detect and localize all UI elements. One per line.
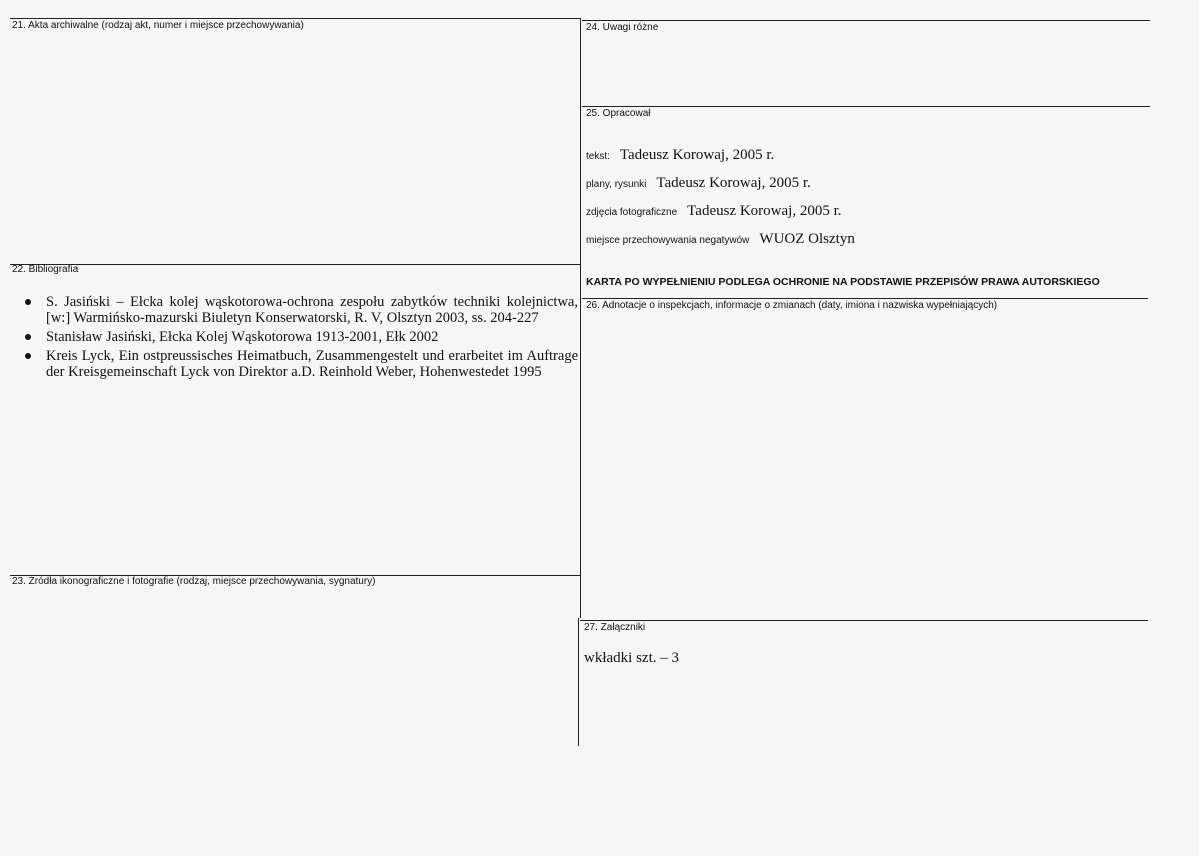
rule-25 <box>582 106 1150 107</box>
list-item <box>22 294 578 326</box>
bibliography-entry: Stanisław Jasiński, Ełcka Kolej Wąskotorowa 1913-2001, Ełk 2002 <box>46 329 439 345</box>
negatives-location-value: WUOZ Olsztyn <box>759 231 855 247</box>
rule-26 <box>582 298 1148 299</box>
author-plans-row <box>586 174 811 192</box>
author-photos-value: Tadeusz Korowaj, 2005 r. <box>687 203 842 219</box>
section-27-label: 27. Załączniki <box>584 622 646 633</box>
column-divider <box>580 18 581 618</box>
column-divider-lower <box>578 618 579 746</box>
section-26-label: 26. Adnotacje o inspekcjach, informacje o zmianach (daty, imiona i nazwiska wypełniających) <box>586 300 998 311</box>
bibliography-list <box>22 294 578 383</box>
list-item <box>22 329 578 345</box>
author-plans-value: Tadeusz Korowaj, 2005 r. <box>656 175 811 191</box>
top-rule-left <box>10 18 580 19</box>
top-rule-right <box>582 20 1150 21</box>
author-text-row <box>586 146 774 164</box>
author-photos-label: zdjęcia fotograficzne <box>586 207 678 218</box>
author-text-value: Tadeusz Korowaj, 2005 r. <box>619 147 775 163</box>
author-text-label: tekst: <box>586 151 610 162</box>
attachments-value: wkładki szt. – 3 <box>584 650 679 666</box>
author-plans-label: plany, rysunki <box>586 179 647 190</box>
bibliography-entry: S. Jasiński – Ełcka kolej wąskotorowa-ochrona zespołu zabytków techniki kolejnictwa, [w:] Warmińsko-mazurski Biuletyn Konserwatorski, R. V, Olsztyn 2003, ss. 204-227 <box>46 294 578 326</box>
section-22-label: 22. Bibliografia <box>12 264 79 275</box>
bullet-icon <box>25 334 31 340</box>
section-25-label: 25. Opracował <box>586 108 651 119</box>
copyright-notice: KARTA PO WYPEŁNIENIU PODLEGA OCHRONIE NA PODSTAWIE PRZEPISÓW PRAWA AUTORSKIEGO <box>586 276 1100 288</box>
section-24-label: 24. Uwagi różne <box>586 22 659 33</box>
section-21-label: 21. Akta archiwalne (rodzaj akt, numer i miejsce przechowywania) <box>12 20 304 31</box>
list-item <box>22 348 578 380</box>
rule-27 <box>580 620 1148 621</box>
section-23-label: 23. Źródła ikonograficzne i fotografie (rodzaj, miejsce przechowywania, sygnatury) <box>12 576 376 587</box>
bibliography-entry: Kreis Lyck, Ein ostpreussisches Heimatbuch, Zusammengestelt und erarbeitet im Auftrage der Kreisgemeinschaft Lyck von Direktor a.D. Reinhold Weber, Hohenwestedet 1995 <box>46 348 578 380</box>
negatives-location-row <box>586 230 855 248</box>
negatives-location-label: miejsce przechowywania negatywów <box>586 235 750 246</box>
rule-22 <box>10 264 580 265</box>
bullet-icon <box>25 299 31 305</box>
author-photos-row <box>586 202 842 220</box>
bullet-icon <box>25 353 31 359</box>
